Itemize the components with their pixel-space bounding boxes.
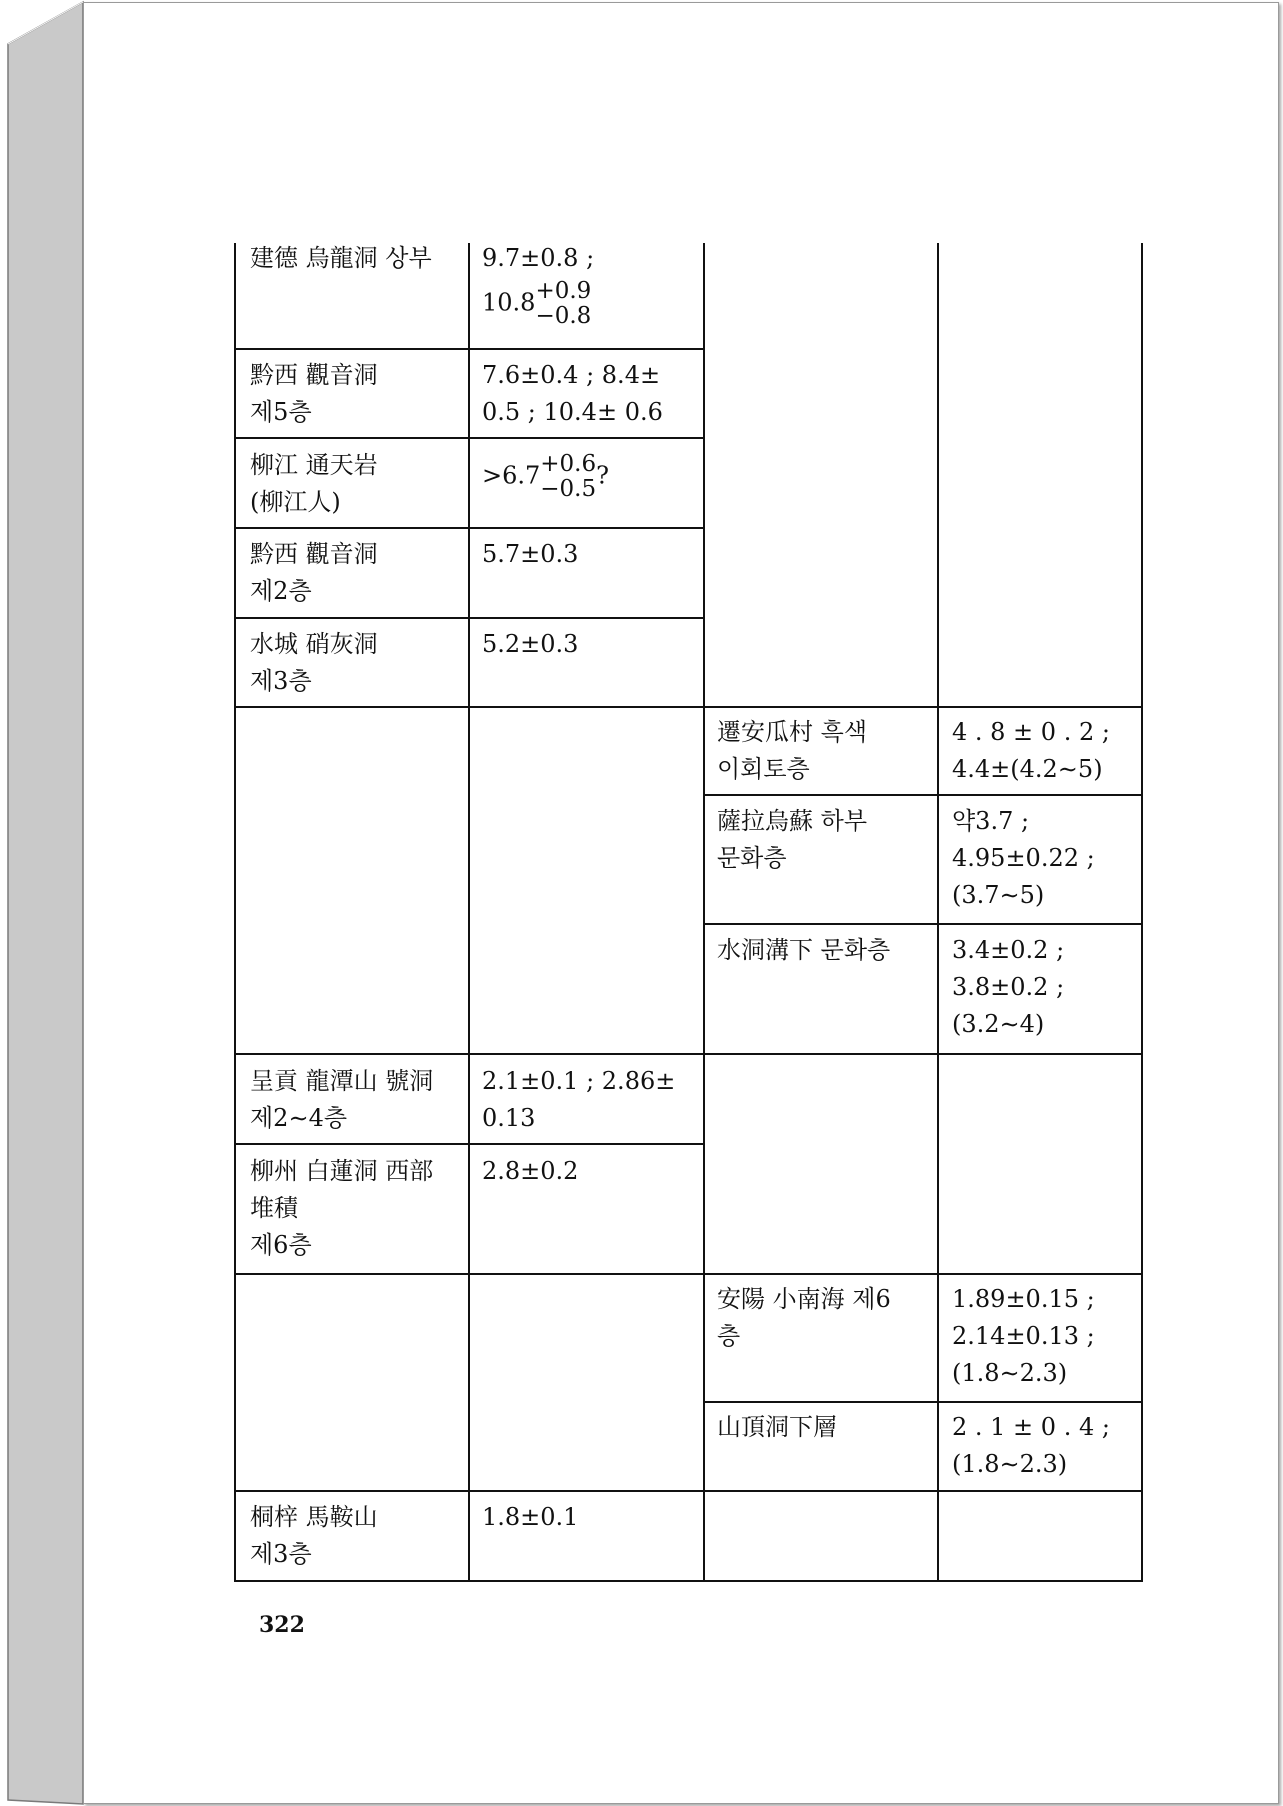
- site-line: (柳江人): [250, 488, 341, 516]
- value-cell: [482, 240, 594, 329]
- value-line: 4.4±(4.2∼5): [952, 755, 1103, 783]
- value-cell: [482, 1499, 578, 1536]
- site-cell: [250, 536, 378, 610]
- value-line: 4.95±0.22 ;: [952, 844, 1095, 872]
- site-line: 建德 烏龍洞 상부: [250, 244, 432, 272]
- lower-error: −0.8: [535, 303, 592, 329]
- site-line: 黔西 觀音洞: [250, 361, 378, 389]
- site-cell: [717, 1409, 837, 1446]
- value-cell: [482, 357, 663, 431]
- site-line: 堆積: [250, 1194, 298, 1222]
- value-line: 2.8±0.2: [482, 1157, 579, 1185]
- value-line: (1.8∼2.3): [952, 1359, 1068, 1387]
- uncertainty-fraction: [540, 452, 596, 502]
- site-line: 黔西 觀音洞: [250, 540, 378, 568]
- site-line: 柳州 白蓮洞 西部: [250, 1157, 434, 1185]
- site-line: 山頂洞下層: [717, 1413, 837, 1441]
- site-line: 柳江 通天岩: [250, 451, 378, 479]
- site-cell: [717, 803, 867, 877]
- value-cell: [482, 452, 609, 502]
- value-line: 1.89±0.15 ;: [952, 1285, 1095, 1313]
- site-line: 제5층: [250, 398, 312, 426]
- value-line: 2.1±0.1 ; 2.86±: [482, 1067, 676, 1095]
- value-cell: [482, 1063, 675, 1137]
- site-line: 제2∼4층: [250, 1104, 348, 1132]
- site-line: 呈貢 龍潭山 號洞: [250, 1067, 434, 1095]
- site-cell: [250, 626, 378, 700]
- site-line: 遷安瓜村 흑색: [717, 718, 867, 746]
- lower-error: −0.5: [540, 476, 597, 502]
- value-cell: [952, 803, 1095, 914]
- value-line: 7.6±0.4 ; 8.4±: [482, 361, 661, 389]
- value-cell: [952, 1409, 1110, 1483]
- value-line: 2 . 1 ± 0 . 4 ;: [952, 1413, 1110, 1441]
- site-cell: [250, 1063, 433, 1137]
- value-line: 약3.7 ;: [952, 807, 1030, 835]
- value-base: 10.8: [482, 288, 536, 317]
- site-cell: [717, 932, 890, 969]
- value-line: 1.8±0.1: [482, 1503, 579, 1531]
- site-line: 이회토층: [717, 755, 810, 783]
- value-line: (3.7∼5): [952, 881, 1045, 909]
- site-line: 安陽 小南海 제6: [717, 1285, 891, 1313]
- value-line: 5.7±0.3: [482, 540, 579, 568]
- site-cell: [717, 1281, 891, 1355]
- value-cell: [482, 1153, 578, 1190]
- value-cell: [482, 626, 578, 663]
- site-line: 薩拉烏蘇 하부: [717, 807, 867, 835]
- value-cell: [482, 536, 578, 573]
- value-line: 3.8±0.2 ;: [952, 973, 1065, 1001]
- site-cell: [717, 714, 867, 788]
- site-line: 문화층: [717, 844, 787, 872]
- site-line: 층: [717, 1322, 741, 1350]
- value-cell: [952, 932, 1064, 1043]
- value-line: 2.14±0.13 ;: [952, 1322, 1095, 1350]
- site-cell: [250, 1153, 433, 1264]
- value-cell: [952, 1281, 1095, 1392]
- value-line: (3.2∼4): [952, 1010, 1045, 1038]
- upper-error: +0.9: [535, 278, 592, 304]
- site-cell: [250, 1499, 378, 1573]
- site-cell: [250, 240, 432, 277]
- value-line: 0.5 ; 10.4± 0.6: [482, 398, 663, 426]
- site-line: 水城 硝灰洞: [250, 630, 378, 658]
- site-line: 제3층: [250, 667, 312, 695]
- value-line: 5.2±0.3: [482, 630, 579, 658]
- value-suffix: ?: [596, 461, 610, 490]
- value-line: 4 . 8 ± 0 . 2 ;: [952, 718, 1110, 746]
- value-line: (1.8∼2.3): [952, 1450, 1068, 1478]
- site-cell: [250, 447, 378, 521]
- value-line: 0.13: [482, 1104, 536, 1132]
- page-number: 322: [259, 1612, 305, 1638]
- upper-error: +0.6: [540, 451, 597, 477]
- site-cell: [250, 357, 378, 431]
- value-prefix: >6.7: [482, 461, 541, 490]
- value-line: 9.7±0.8 ;: [482, 244, 595, 272]
- site-line: 水洞溝下 문화층: [717, 936, 891, 964]
- uncertainty-fraction: [535, 279, 591, 329]
- site-line: 제6층: [250, 1231, 312, 1259]
- value-cell: [952, 714, 1110, 788]
- site-line: 桐梓 馬鞍山: [250, 1503, 378, 1531]
- site-line: 제3층: [250, 1540, 312, 1568]
- site-line: 제2층: [250, 577, 312, 605]
- value-line: 3.4±0.2 ;: [952, 936, 1065, 964]
